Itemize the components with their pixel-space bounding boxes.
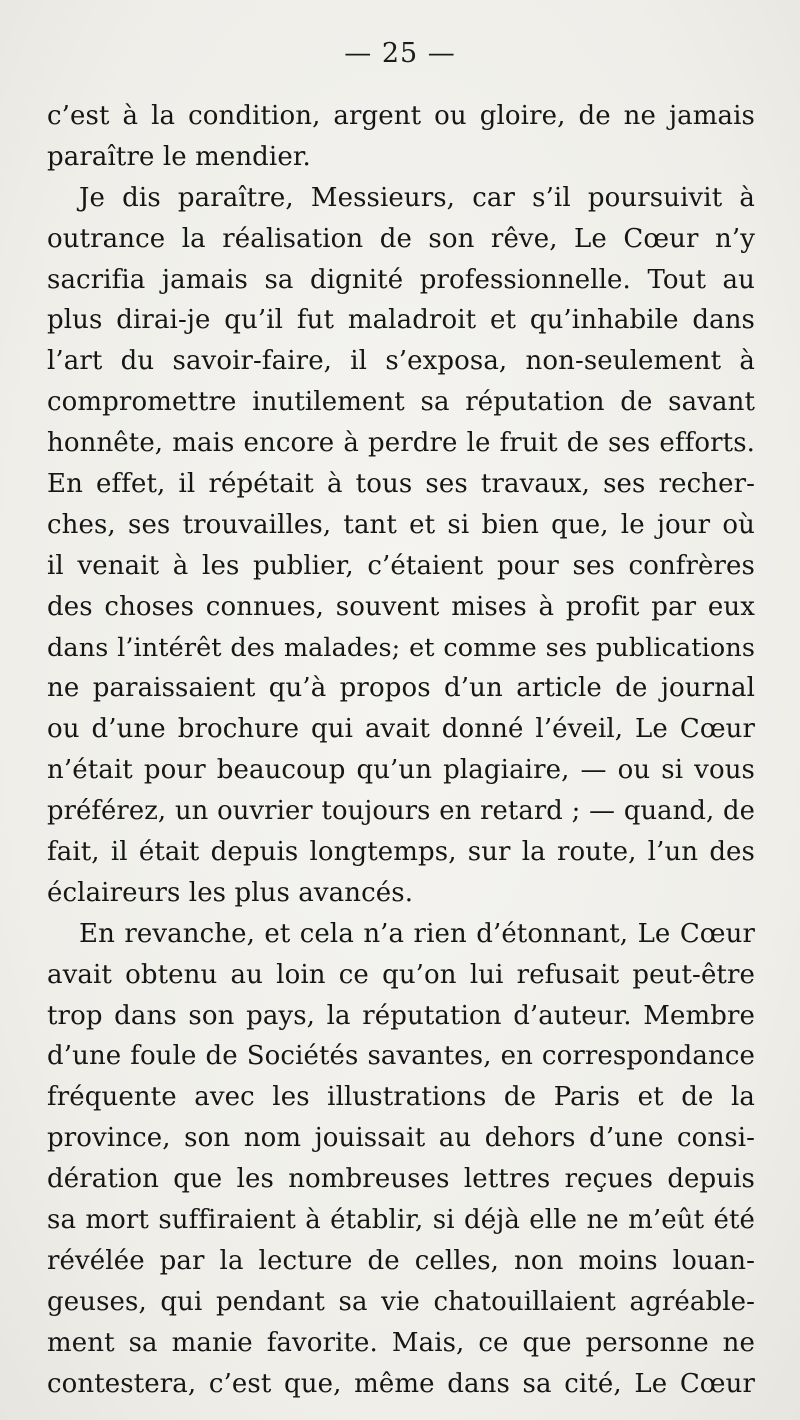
text-line: paraître le mendier. — [47, 141, 311, 172]
text-line: l’art du savoir-faire, il s’exposa, non-seulement à — [47, 346, 755, 377]
text-line: dans l’intérêt des malades; et comme ses publications — [47, 632, 755, 663]
text-line: ou d’une brochure qui avait donné l’éveil, Le Cœur — [47, 714, 755, 745]
text-line: ment sa manie favorite. Mais, ce que personne ne — [47, 1327, 755, 1358]
text-line: trop dans son pays, la réputation d’auteur. Membre — [47, 1000, 755, 1031]
body-text — [47, 96, 755, 1405]
text-line: En effet, il répétait à tous ses travaux, ses recher- — [47, 469, 755, 500]
text-line: plus dirai-je qu’il fut maladroit et qu’inhabile dans — [47, 305, 755, 336]
text-line: sacrifia jamais sa dignité professionnelle. Tout au — [47, 264, 755, 295]
text-line: dération que les nombreuses lettres reçues depuis — [47, 1164, 755, 1195]
text-line: En revanche, et cela n’a rien d’étonnant, Le Cœur — [79, 918, 755, 949]
text-line: ches, ses trouvailles, tant et si bien que, le jour où — [47, 509, 755, 540]
page-number: — 25 — — [344, 38, 456, 69]
text-line: outrance la réalisation de son rêve, Le Cœur n’y — [47, 223, 755, 254]
text-line: des choses connues, souvent mises à profit par eux — [47, 591, 755, 622]
text-line: contestera, c’est que, même dans sa cité, Le Cœur — [47, 1368, 755, 1399]
text-line: ne paraissaient qu’à propos d’un article de journal — [47, 673, 755, 704]
text-line: province, son nom jouissait au dehors d’une consi- — [47, 1123, 755, 1154]
text-line: éclaireurs les plus avancés. — [47, 877, 414, 908]
text-line: fait, il était depuis longtemps, sur la route, l’un des — [47, 837, 755, 868]
text-line: révélée par la lecture de celles, non moins louan- — [47, 1245, 755, 1276]
text-line: avait obtenu au loin ce qu’on lui refusait peut-être — [47, 959, 755, 990]
text-line: sa mort suffiraient à établir, si déjà elle ne m’eût été — [47, 1205, 755, 1236]
text-line: compromettre inutilement sa réputation de savant — [47, 387, 755, 418]
text-line: d’une foule de Sociétés savantes, en correspondance — [47, 1041, 755, 1072]
text-line: Je dis paraître, Messieurs, car s’il poursuivit à — [79, 182, 755, 213]
text-line: honnête, mais encore à perdre le fruit de ses efforts. — [47, 428, 755, 459]
text-line: préférez, un ouvrier toujours en retard ; — quand, de — [47, 796, 755, 827]
text-line: c’est à la condition, argent ou gloire, de ne jamais — [47, 101, 755, 131]
text-line: n’était pour beaucoup qu’un plagiaire, — ou si vous — [47, 755, 755, 786]
text-line: geuses, qui pendant sa vie chatouillaient agréable- — [47, 1286, 755, 1317]
text-line: il venait à les publier, c’étaient pour ses confrères — [47, 550, 755, 581]
text-line: fréquente avec les illustrations de Paris et de la — [47, 1082, 755, 1113]
